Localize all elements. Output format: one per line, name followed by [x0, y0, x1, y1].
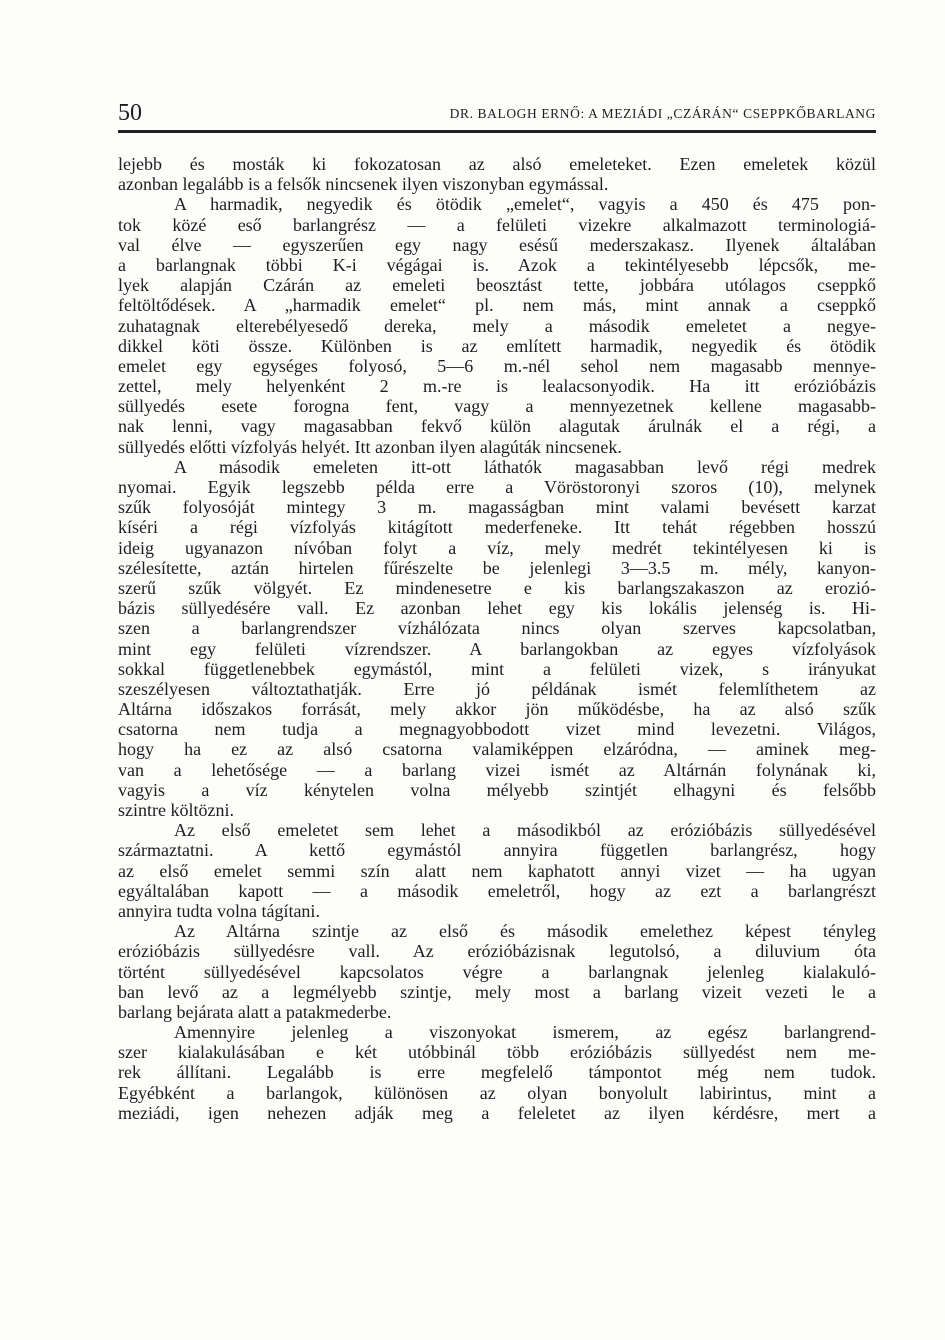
text-line: Egyébként a barlangok, különösen az olyan bonyolult labirintus, mint a: [118, 1082, 876, 1103]
text-line: Az első emeletet sem lehet a másodikból az erózióbázis süllyedésével: [174, 820, 876, 841]
text-line: zettel, mely helyenként 2 m.-re is lealacsonyodik. Ha itt erózióbázis: [118, 376, 876, 397]
text-line: val élve — egyszerűen egy nagy esésű mederszakasz. Ilyenek általában: [118, 234, 876, 255]
text-line: rek állítani. Legalább is erre megfelelő támpontot még nem tudok.: [118, 1062, 876, 1083]
text-line: süllyedés előtti vízfolyás helyét. Itt azonban ilyen alagúták nincsenek.: [118, 436, 622, 457]
text-line: ideig ugyanazon nívóban folyt a víz, mely medrét tekintélyesen ki is: [118, 537, 876, 558]
text-line: A harmadik, negyedik és ötödik „emelet“, vagyis a 450 és 475 pon-: [174, 194, 876, 215]
text-line: származtatni. A kettő egymástól annyira független barlangrész, hogy: [118, 840, 876, 861]
text-line: szen a barlangrendszer vízhálózata nincs olyan szerves kapcsolatban,: [118, 618, 876, 639]
text-line: annyira tudta volna tágítani.: [118, 900, 320, 921]
text-line: lejebb és mosták ki fokozatosan az alsó emeleteket. Ezen emeletek közül: [118, 154, 876, 174]
text-line: tok közé eső barlangrész — a felületi vizekre alkalmazott terminologiá-: [118, 214, 876, 235]
text-line: szer kialakulásában e két utóbbinál több erózióbázis süllyedést nem me-: [118, 1042, 876, 1063]
text-line: hogy ha ez az alsó csatorna valamiképpen elzáródna, — aminek meg-: [118, 739, 876, 760]
text-line: szélesítette, aztán hirtelen fűrészelte be jelenlegi 3—3.5 m. mély, kanyon-: [118, 557, 876, 578]
text-line: szintre költözni.: [118, 800, 234, 820]
text-line: meziádi, igen nehezen adják meg a feleletet az ilyen kérdésre, mert a: [118, 1102, 876, 1123]
text-line: lyek alapján Czárán az emeleti beosztást tette, jobbára utólagos cseppkő: [118, 275, 876, 296]
text-line: mint egy felületi vízrendszer. A barlangokban az egyes vízfolyások: [118, 638, 876, 659]
text-line: az első emelet semmi szín alatt nem kaphatott annyi vizet — ha ugyan: [118, 860, 876, 881]
text-line: sokkal függetlenebbek egymástól, mint a felületi vizek, s irányukat: [118, 658, 876, 679]
text-line: feltöltődések. A „harmadik emelet“ pl. nem más, mint annak a cseppkő: [118, 295, 876, 316]
text-line: A második emeleten itt-ott láthatók magasabban levő régi medrek: [174, 456, 876, 477]
body-text: [118, 154, 876, 1123]
text-line: zuhatagnak elterebélyesedő dereka, mely a második emeletet a negye-: [118, 315, 876, 336]
text-line: szeszélyesen változtathatják. Erre jó példának ismét felemlíthetem az: [118, 678, 876, 699]
text-line: egyáltalában kapott — a második emeletről, hogy az ezt a barlangrészt: [118, 880, 876, 901]
text-line: kíséri a régi vízfolyás kitágított mederfeneke. Itt tehát régebben hosszú: [118, 517, 876, 538]
text-line: a barlangnak többi K-i végágai is. Azok a tekintélyesebb lépcsők, me-: [118, 254, 876, 275]
page-number: 50: [118, 100, 142, 126]
text-line: ban levő az a legmélyebb szintje, mely most a barlang vizeit vezeti le a: [118, 981, 876, 1002]
text-line: bázis süllyedésére vall. Ez azonban lehet egy kis lokális jelenség is. Hi-: [118, 598, 876, 619]
text-line: van a lehetősége — a barlang vizei ismét az Altárnán folynának ki,: [118, 759, 876, 780]
text-line: barlang bejárata alatt a patakmederbe.: [118, 1001, 392, 1022]
text-line: csatorna nem tudja a megnagyobbodott vizet mind levezetni. Világos,: [118, 719, 876, 740]
text-line: Az Altárna szintje az első és második emelethez képest tényleg: [174, 921, 876, 942]
text-line: Amennyire jelenleg a viszonyokat ismerem, az egész barlangrend-: [174, 1022, 876, 1043]
running-title: DR. BALOGH ERNŐ: A MEZIÁDI „CZÁRÁN“ CSEPPKŐBARLANG: [449, 106, 876, 121]
text-line: emelet egy egységes folyosó, 5—6 m.-nél sehol nem magasabb mennye-: [118, 355, 876, 376]
text-line: szűk folyosóját mintegy 3 m. magasságban mint valami bevésett karzat: [118, 497, 876, 518]
page-header: [118, 100, 876, 133]
text-line: süllyedés esete forogna fent, vagy a mennyezetnek kellene magasabb-: [118, 396, 876, 417]
text-line: erózióbázis süllyedésre vall. Az erózióbázisnak legutolsó, a diluvium óta: [118, 941, 876, 962]
text-line: vagyis a víz kénytelen volna mélyebb szintjét elhagyni és felsőbb: [118, 779, 876, 800]
text-line: nak lenni, vagy magasabban fekvő külön alagutak árulnák el a régi, a: [118, 416, 876, 437]
text-line: történt süllyedésével kapcsolatos végre a barlangnak jelenleg kialakuló-: [118, 961, 876, 982]
text-line: Altárna időszakos forrását, mely akkor jön működésbe, ha az alsó szűk: [118, 699, 876, 720]
text-line: dikkel köti össze. Különben is az említett harmadik, negyedik és ötödik: [118, 335, 876, 356]
text-line: szerű szűk völgyét. Ez mindenesetre e kis barlangszakaszon az erozió-: [118, 577, 876, 598]
text-line: azonban legalább is a felsők nincsenek ilyen viszonyban egymással.: [118, 174, 609, 195]
text-line: nyomai. Egyik legszebb példa erre a Vöröstoronyi szoros (10), melynek: [118, 477, 876, 497]
